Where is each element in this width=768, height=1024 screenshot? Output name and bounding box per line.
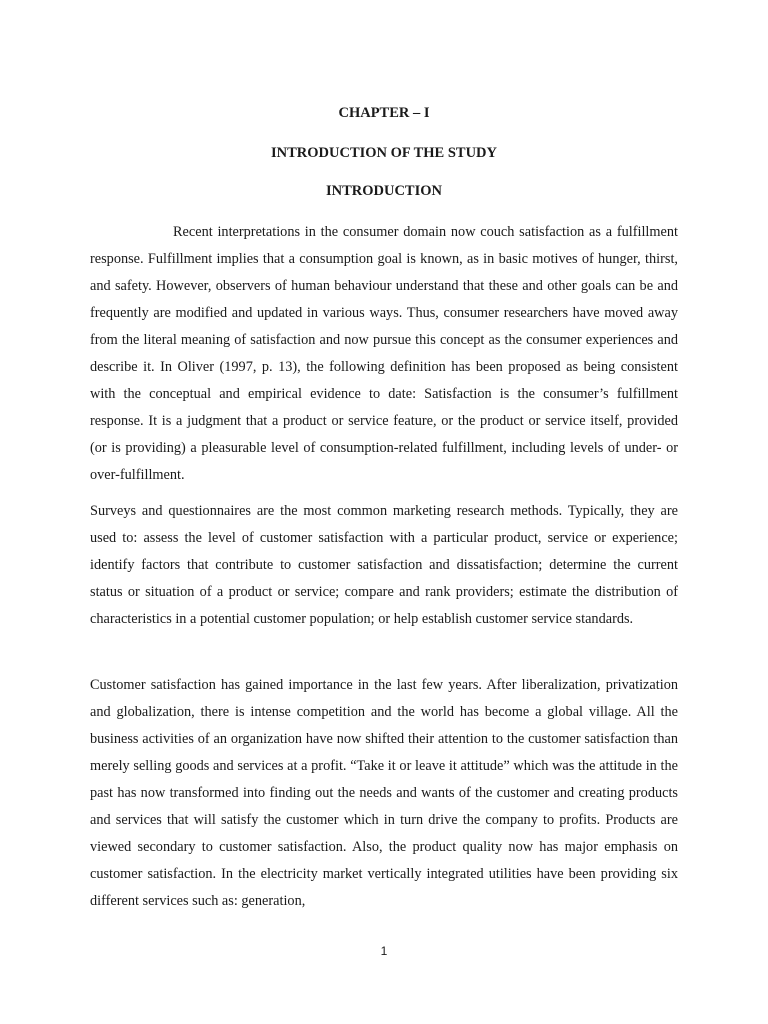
chapter-heading: CHAPTER – I (338, 105, 430, 121)
paragraph-customer-satisfaction: Customer satisfaction has gained importance in the last few years. After liberalization, privatization and globalization, there is intense competition and the world has become a global village. All the business activities of an organization have now shifted their attention to the customer satisfaction than merely selling goods and services at a profit. “Take it or leave it attitude” which was the attitude in the past has now transformed into finding out the needs and wants of the customer and creating products and services that will satisfy the customer which in turn drive the company to profits. Products are viewed secondary to customer satisfaction. Also, the product quality now has major emphasis on customer satisfaction. In the electricity market vertically integrated utilities have been providing six different services such as: generation, (90, 677, 678, 909)
section-heading: INTRODUCTION OF THE STUDY (271, 145, 497, 161)
page-number: 1 (380, 944, 388, 958)
paragraph-surveys: Surveys and questionnaires are the most common marketing research methods. Typically, they are used to: assess the level of customer satisfaction with a particular product, service or experience; identify factors that contribute to customer satisfaction and dissatisfaction; determine the current status or situation of a product or service; compare and rank providers; estimate the distribution of characteristics in a potential customer population; or help establish customer service standards. (90, 503, 678, 627)
subsection-heading: INTRODUCTION (325, 183, 442, 199)
paragraph-satisfaction-definition: Recent interpretations in the consumer domain now couch satisfaction as a fulfillment response. Fulfillment implies that a consumption goal is known, as in basic motives of hunger, thirst, and safety. However, observers of human behaviour understand that these and other goals can be and frequently are modified and updated in various ways. Thus, consumer researchers have moved away from the literal meaning of satisfaction and now pursue this concept as the consumer experiences and describe it. In Oliver (1997, p. 13), the following definition has been proposed as being consistent with the conceptual and empirical evidence to date: Satisfaction is the consumer’s fulfillment response. It is a judgment that a product or service feature, or the product or service itself, provided (or is providing) a pleasurable level of consumption-related fulfillment, including levels of under- or over-fulfillment. (90, 224, 678, 483)
